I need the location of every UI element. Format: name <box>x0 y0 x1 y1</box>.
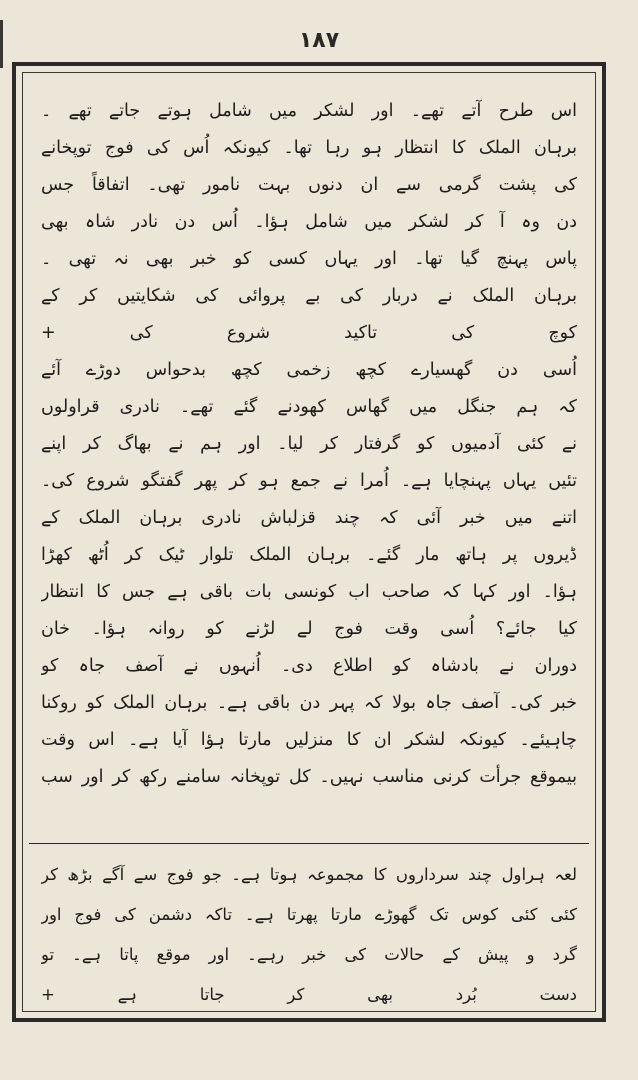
text-line: کیا جائے؟ اُسی وقت فوج لے لڑنے کو روانہ ہؤا۔ خان <box>41 619 577 639</box>
text-line: کہ ہم جنگل میں گھاس کھودنے گئے تھے۔ نادری قراولوں <box>41 397 577 417</box>
inner-frame <box>22 72 596 1012</box>
text-line: ڈیروں پر ہاتھ مار گئے۔ برہان الملک تلوار ٹیک کر اُٹھ کھڑا <box>41 545 577 565</box>
page-number: ۱۸۷ <box>298 28 340 53</box>
text-line: تئیں یہاں پہنچایا ہے۔ اُمرا نے جمع ہو کر پھر گفتگو شروع کی۔ <box>41 471 577 491</box>
footnote-line: گرد و پیش کے حالات کی خبر رہے۔ اور موقع پاتا ہے۔ تو <box>41 945 577 964</box>
text-line: نے کئی آدمیوں کو گرفتار کر لیا۔ اور ہم نے بھاگ کر اپنے <box>41 434 577 454</box>
footnote-divider <box>29 843 589 844</box>
text-line: اس طرح آتے تھے۔ اور لشکر میں شامل ہوتے جاتے تھے ۔ <box>41 101 577 121</box>
text-line: ہؤا۔ اور کہا کہ صاحب اب کونسی بات باقی ہے جس کا انتظار <box>41 582 577 602</box>
text-line: کی پشت گرمی سے ان دنوں بہت نامور تھی۔ اتفاقاً جس <box>41 175 577 195</box>
text-line: برہان الملک نے دربار کی بے پروائی کی شکایتیں کر کے <box>41 286 577 306</box>
text-line: اتنے میں خبر آئی کہ چند قزلباش نادری برہان الملک کے <box>41 508 577 528</box>
footnote-line: کئی کئی کوس تک گھوڑے مارتا پھرتا ہے۔ تاکہ دشمن کی فوج اور <box>41 905 577 924</box>
text-line: چاہیئے۔ کیونکہ لشکر ان کا منزلیں مارتا ہؤا آیا ہے۔ اس وقت <box>41 730 577 750</box>
footnote-line: دست بُرد بھی کر جاتا ہے + <box>41 985 577 1004</box>
footnote-line: لعہ ہراول چند سرداروں کا مجموعہ ہوتا ہے۔ جو فوج سے آگے بڑھ کر <box>41 865 577 884</box>
text-line: دوران نے بادشاہ کو اطلاع دی۔ اُنہوں نے آصف جاہ کو <box>41 656 577 676</box>
text-line: اُسی دن گھسیارے کچھ زخمی کچھ بدحواس دوڑے آئے <box>41 360 577 380</box>
footnote <box>41 855 577 1015</box>
main-text <box>41 93 577 796</box>
text-line: پاس پہنچ گیا تھا۔ اور یہاں کسی کو خبر بھی نہ تھی ۔ <box>41 249 577 269</box>
text-line: بیموقع جرأت کرنی مناسب نہیں۔ کل توپخانہ سامنے رکھ کر اور سب <box>41 767 577 787</box>
text-line: کوچ کی تاکید شروع کی + <box>41 323 577 343</box>
page-frame <box>12 62 606 1022</box>
text-line: خبر کی۔ آصف جاہ بولا کہ پہر دن باقی ہے۔ برہان الملک کو روکنا <box>41 693 577 713</box>
text-line: برہان الملک کا انتظار ہو رہا تھا۔ کیونکہ اُس کی فوج توپخانے <box>41 138 577 158</box>
text-line: دن وہ آ کر لشکر میں شامل ہؤا۔ اُس دن نادر شاہ بھی <box>41 212 577 232</box>
